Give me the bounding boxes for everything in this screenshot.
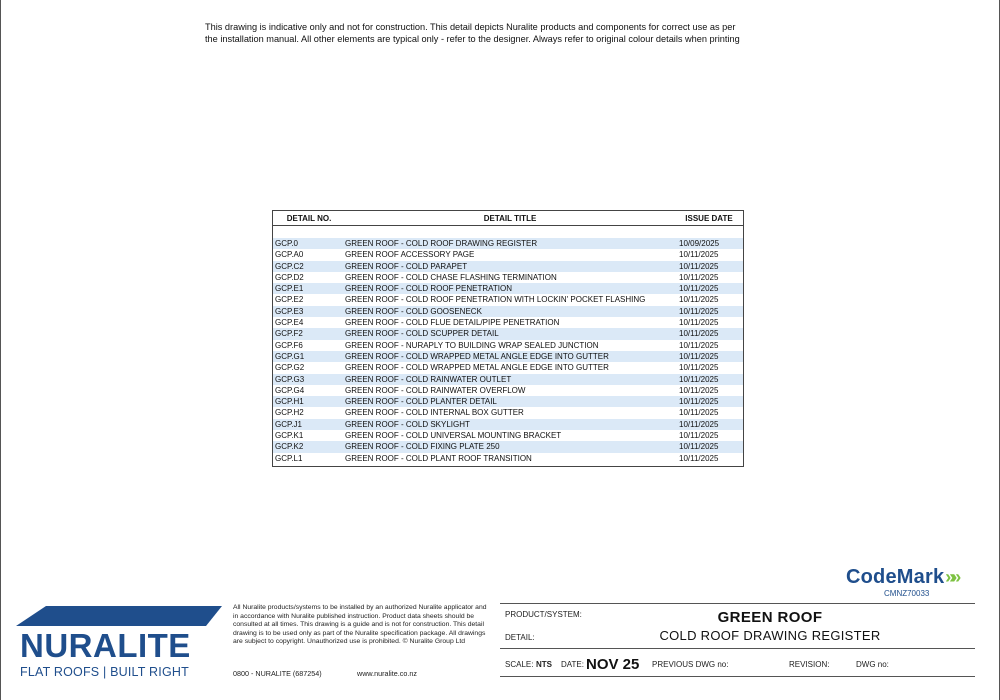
- table-row: [273, 317, 743, 328]
- table-row: [273, 441, 743, 452]
- table-row: [273, 249, 743, 260]
- issue-date-cell: 10/11/2025: [679, 306, 719, 316]
- dwg-no-label: DWG no:: [856, 660, 889, 669]
- issue-date-cell: 10/11/2025: [679, 272, 719, 282]
- table-row: [273, 283, 743, 294]
- table-row: [273, 385, 743, 396]
- detail-title-cell: GREEN ROOF - COLD INTERNAL BOX GUTTER: [345, 408, 524, 418]
- detail-no-cell: GCP.E3: [275, 306, 304, 316]
- disclaimer-line-2: the installation manual. All other elements are typical only - refer to the designer. Always refer to original colour details when printing: [205, 33, 740, 44]
- legal-notice: All Nuralite products/systems to be installed by an authorized Nuralite applicator and in accordance with Nuralite published instruction. Product data sheets should be consulted at all times. This drawing is a guide and is not for construction. This detail drawing is to be used only as part of the Nuralite specification package. All drawings are subject to copyright. Unauthorized use is prohibited. © Nuralite Group Ltd: [233, 604, 487, 646]
- detail-title-cell: GREEN ROOF - COLD PLANTER DETAIL: [345, 397, 497, 407]
- header-issue-date: ISSUE DATE: [685, 213, 733, 223]
- issue-date-cell: 10/11/2025: [679, 431, 719, 441]
- detail-title-cell: GREEN ROOF - COLD RAINWATER OUTLET: [345, 374, 512, 384]
- detail-title-cell: GREEN ROOF - COLD CHASE FLASHING TERMINATION: [345, 272, 557, 282]
- revision-label: REVISION:: [789, 660, 830, 669]
- detail-no-cell: GCP.G2: [275, 363, 305, 373]
- detail-no-cell: GCP.0: [275, 239, 298, 248]
- detail-value: COLD ROOF DRAWING REGISTER: [659, 628, 881, 643]
- detail-no-cell: GCP.E2: [275, 295, 304, 305]
- issue-date-cell: 10/09/2025: [679, 239, 720, 248]
- brand-tagline: FLAT ROOFS | BUILT RIGHT: [20, 665, 189, 679]
- brand-logo-name: NURALITE: [20, 627, 191, 664]
- table-row: [273, 272, 743, 283]
- codemark-wordmark: CodeMark: [846, 566, 945, 588]
- table-row: [273, 238, 743, 249]
- detail-no-cell: GCP.E1: [275, 284, 304, 294]
- date-value: NOV 25: [586, 656, 640, 673]
- register-header-row: [273, 211, 743, 226]
- scale-label: SCALE:: [505, 660, 534, 669]
- table-row: [273, 294, 743, 305]
- issue-date-cell: 10/11/2025: [679, 374, 719, 384]
- detail-no-cell: GCP.E4: [275, 318, 304, 328]
- issue-date-cell: 10/11/2025: [679, 419, 719, 429]
- detail-title-cell: GREEN ROOF - NURAPLY TO BUILDING WRAP SEALED JUNCTION: [345, 340, 599, 350]
- scale-value: NTS: [536, 660, 552, 669]
- nuralite-roof-icon: [16, 606, 222, 626]
- detail-label: DETAIL:: [505, 633, 535, 642]
- register-tail: [273, 464, 743, 466]
- title-block-rule: [500, 648, 975, 649]
- detail-no-cell: GCP.A0: [275, 250, 304, 260]
- issue-date-cell: 10/11/2025: [679, 295, 719, 305]
- product-label: PRODUCT/SYSTEM:: [505, 610, 582, 619]
- product-value: GREEN ROOF: [717, 609, 823, 626]
- register-spacer: [273, 226, 743, 238]
- detail-title-cell: GREEN ROOF - COLD FIXING PLATE 250: [345, 442, 500, 452]
- disclaimer: [205, 22, 845, 45]
- issue-date-cell: 10/11/2025: [679, 340, 719, 350]
- issue-date-cell: 10/11/2025: [679, 351, 719, 361]
- codemark-number: CMNZ70033: [884, 589, 930, 598]
- contact-website[interactable]: www.nuralite.co.nz: [357, 669, 417, 678]
- table-row: [273, 419, 743, 430]
- detail-no-cell: GCP.G1: [275, 351, 305, 361]
- table-row: [273, 396, 743, 407]
- issue-date-cell: 10/11/2025: [679, 453, 719, 463]
- detail-no-cell: GCP.F2: [275, 329, 303, 339]
- issue-date-cell: 10/11/2025: [679, 318, 719, 328]
- detail-title-cell: GREEN ROOF - COLD FLUE DETAIL/PIPE PENETRATION: [345, 318, 560, 328]
- detail-title-cell: GREEN ROOF - COLD UNIVERSAL MOUNTING BRACKET: [345, 431, 562, 441]
- previous-dwg-label: PREVIOUS DWG no:: [652, 660, 729, 669]
- detail-title-cell: GREEN ROOF - COLD SCUPPER DETAIL: [345, 329, 499, 339]
- detail-no-cell: GCP.H2: [275, 408, 304, 418]
- codemark-badge: [846, 566, 976, 598]
- table-row: [273, 328, 743, 339]
- detail-title-cell: GREEN ROOF - COLD WRAPPED METAL ANGLE EDGE INTO GUTTER: [345, 363, 609, 373]
- detail-title-cell: GREEN ROOF - COLD GOOSENECK: [345, 306, 482, 316]
- register-body: [273, 238, 743, 464]
- detail-no-cell: GCP.H1: [275, 397, 304, 407]
- detail-title-cell: GREEN ROOF - COLD RAINWATER OVERFLOW: [345, 385, 526, 395]
- issue-date-cell: 10/11/2025: [679, 385, 719, 395]
- table-row: [273, 430, 743, 441]
- detail-no-cell: GCP.F6: [275, 340, 303, 350]
- detail-no-cell: GCP.K1: [275, 431, 304, 441]
- table-row: [273, 362, 743, 373]
- issue-date-cell: 10/11/2025: [679, 397, 719, 407]
- date-label: DATE:: [561, 660, 584, 669]
- detail-no-cell: GCP.G4: [275, 385, 305, 395]
- detail-title-cell: GREEN ROOF - COLD ROOF PENETRATION WITH LOCKIN' POCKET FLASHING: [345, 295, 646, 305]
- detail-title-cell: GREEN ROOF - COLD PARAPET: [345, 261, 468, 271]
- issue-date-cell: 10/11/2025: [679, 442, 719, 452]
- detail-no-cell: GCP.K2: [275, 442, 304, 452]
- header-detail-title: DETAIL TITLE: [483, 213, 537, 223]
- table-row: [273, 261, 743, 272]
- table-row: [273, 453, 743, 464]
- table-row: [273, 340, 743, 351]
- detail-no-cell: GCP.J1: [275, 419, 302, 429]
- detail-no-cell: GCP.L1: [275, 453, 303, 463]
- table-row: [273, 374, 743, 385]
- detail-title-cell: GREEN ROOF - COLD SKYLIGHT: [345, 419, 470, 429]
- issue-date-cell: 10/11/2025: [679, 250, 719, 260]
- drawing-register-table: [272, 210, 744, 467]
- chevron-right-icon: »»: [945, 567, 958, 587]
- issue-date-cell: 10/11/2025: [679, 261, 719, 271]
- sheet-border-left: [0, 0, 1, 700]
- detail-title-cell: GREEN ROOF ACCESSORY PAGE: [345, 250, 475, 260]
- detail-no-cell: GCP.C2: [275, 261, 304, 271]
- table-row: [273, 306, 743, 317]
- detail-title-cell: GREEN ROOF - COLD WRAPPED METAL ANGLE EDGE INTO GUTTER: [345, 351, 609, 361]
- issue-date-cell: 10/11/2025: [679, 408, 719, 418]
- issue-date-cell: 10/11/2025: [679, 329, 719, 339]
- detail-title-cell: GREEN ROOF - COLD ROOF PENETRATION: [345, 284, 512, 294]
- codemark-logo: [846, 566, 976, 589]
- header-detail-no: DETAIL NO.: [286, 213, 332, 223]
- title-block-rule: [500, 676, 975, 677]
- detail-no-cell: GCP.G3: [275, 374, 305, 384]
- detail-title-cell: GREEN ROOF - COLD PLANT ROOF TRANSITION: [345, 453, 532, 463]
- contact-phone: 0800 - NURALITE (687254): [233, 669, 322, 678]
- disclaimer-line-1: This drawing is indicative only and not for construction. This detail depicts Nuralite products and components for correct use as per: [205, 22, 736, 32]
- table-row: [273, 351, 743, 362]
- detail-title-cell: GREEN ROOF - COLD ROOF DRAWING REGISTER: [345, 239, 538, 248]
- issue-date-cell: 10/11/2025: [679, 363, 719, 373]
- detail-no-cell: GCP.D2: [275, 272, 304, 282]
- table-row: [273, 407, 743, 418]
- title-block-rule: [500, 603, 975, 604]
- issue-date-cell: 10/11/2025: [679, 284, 719, 294]
